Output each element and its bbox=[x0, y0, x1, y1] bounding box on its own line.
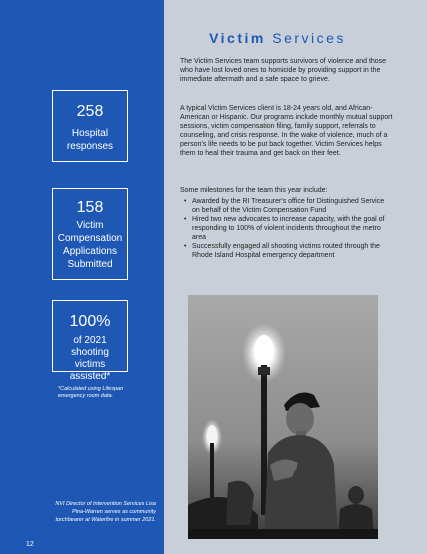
intro-paragraph: The Victim Services team supports survivors of violence and those who have lost loved ones to homicide by providing support in the immediate aftermath and a safe space to grieve. bbox=[180, 58, 387, 83]
sidebar bbox=[0, 0, 164, 554]
typical-client-paragraph: A typical Victim Services client is 18-24 years old, and African-American or Hispanic. Our programs include monthly mutual support sessions, victim compensation filing, family support, referrals to counseling, and crisis response. In the wake of violence, much of a person's life needs to be put back together. Victim Services helps them to heal their trauma and get back on their feet. bbox=[180, 105, 393, 157]
stat-number: 100% bbox=[69, 313, 111, 330]
stat-box-shooting-victims bbox=[52, 300, 128, 382]
list-item: • Successfully engaged all shooting victims routed through the Rhode Island Hospital emergency department bbox=[180, 242, 393, 260]
stat-number: 158 bbox=[76, 199, 104, 216]
torchbearer-photo bbox=[188, 295, 378, 539]
stat-number: 258 bbox=[76, 103, 104, 120]
milestones-intro: Some milestones for the team this year include: bbox=[180, 187, 328, 194]
stat-label: of 2021 shooting victims assisted* bbox=[69, 335, 111, 382]
list-item: • Awarded by the RI Treasurer's office for Distinguished Service on behalf of the Victim Compensation Fund bbox=[180, 197, 393, 215]
stat-label: Hospital responses bbox=[66, 128, 114, 152]
list-item: • Hired two new advocates to increase capacity, with the goal of responding to 100% of violent incidents throughout the metro area bbox=[180, 215, 393, 242]
page-number: 12 bbox=[26, 541, 34, 548]
stat-label: Victim Compensation Applications Submitted bbox=[57, 220, 123, 270]
stat-box-compensation-applications bbox=[52, 188, 128, 280]
footnote: *Calculated using Lifespan emergency room data. bbox=[58, 386, 124, 399]
milestones-list bbox=[180, 197, 393, 260]
photo-illustration bbox=[188, 295, 378, 539]
photo-caption: NVI Director of Intervention Services Lisa Pina-Warren serves as community torchbearer at Waterfire in summer 2021. bbox=[55, 501, 156, 523]
title-bold: Victim bbox=[209, 30, 266, 46]
page-title bbox=[164, 30, 391, 46]
stat-box-hospital-responses bbox=[52, 90, 128, 162]
title-rest: Services bbox=[265, 30, 346, 46]
